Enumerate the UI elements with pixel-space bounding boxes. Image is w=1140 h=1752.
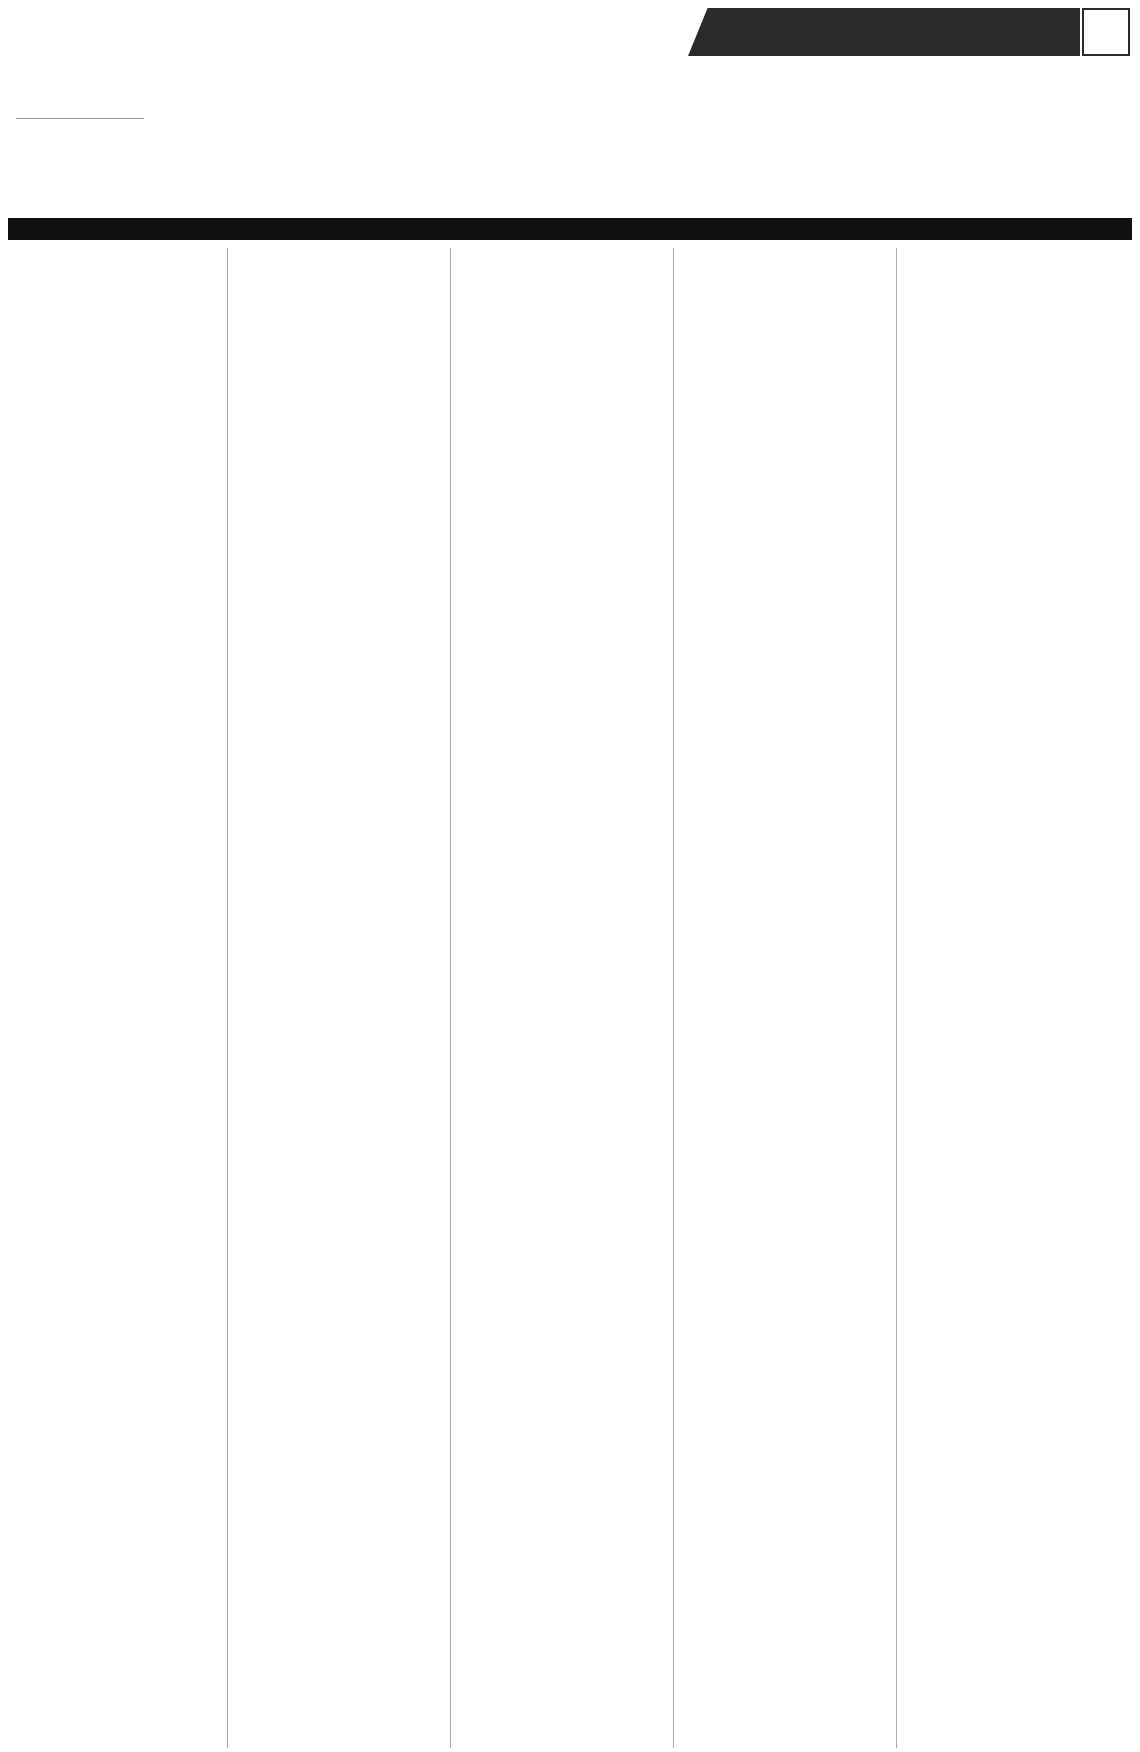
column-divider bbox=[450, 248, 451, 1748]
continued-columns bbox=[16, 248, 1124, 1748]
column-5 bbox=[908, 248, 1106, 1748]
continued-bar bbox=[8, 218, 1132, 240]
lead-story-body bbox=[16, 118, 1124, 210]
column-3 bbox=[462, 248, 660, 1748]
column-divider bbox=[896, 248, 897, 1748]
masthead bbox=[0, 0, 1140, 60]
column-4 bbox=[685, 248, 883, 1748]
byline bbox=[16, 118, 144, 119]
column-divider bbox=[227, 248, 228, 1748]
column-1 bbox=[16, 248, 214, 1748]
column-divider bbox=[673, 248, 674, 1748]
column-2 bbox=[239, 248, 437, 1748]
page-number bbox=[1082, 8, 1130, 56]
masthead-banner bbox=[688, 8, 1080, 56]
